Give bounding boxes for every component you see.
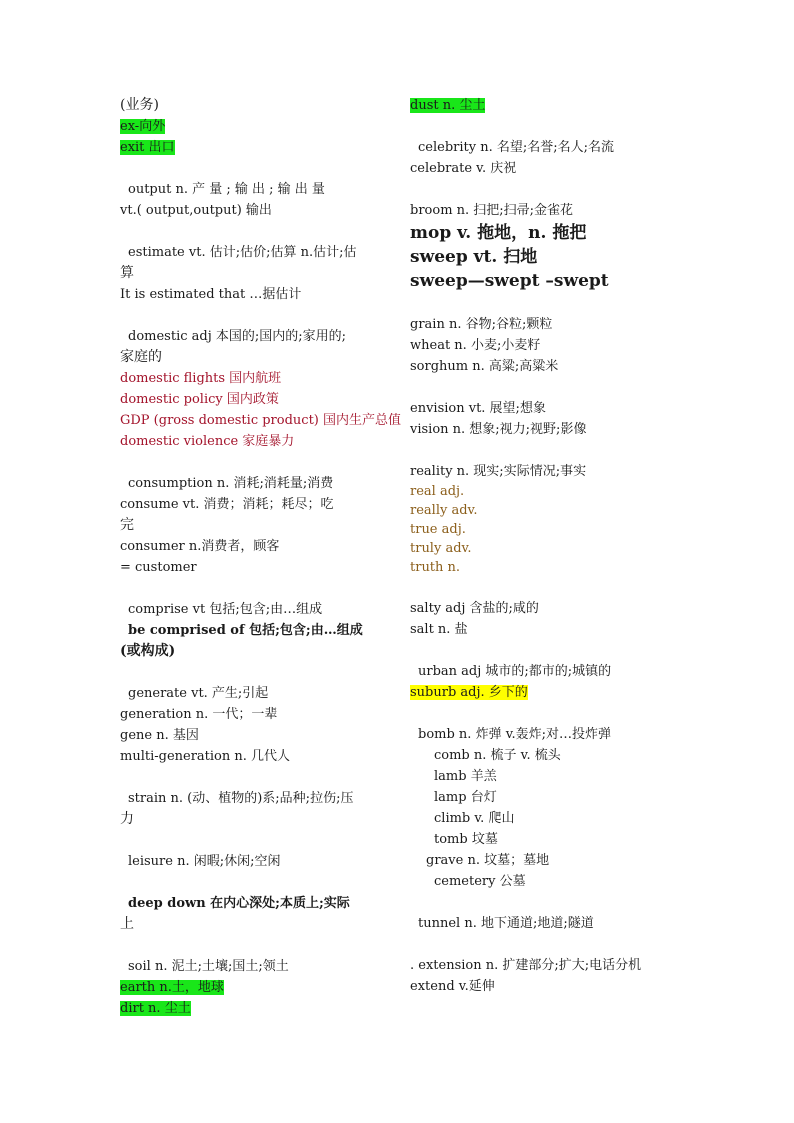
text-line — [410, 558, 685, 577]
text-line — [120, 368, 392, 389]
spacer — [410, 116, 685, 137]
text-line — [120, 347, 392, 368]
text-line — [120, 263, 392, 284]
spacer — [120, 578, 392, 599]
text-line — [410, 829, 685, 850]
text-line — [120, 998, 392, 1019]
text-line — [410, 269, 685, 293]
text-line — [120, 893, 392, 914]
text-line — [410, 955, 685, 976]
text: truly adv. — [410, 541, 472, 556]
text-line — [120, 179, 392, 200]
text: wheat n. 小麦;小麦籽 — [410, 338, 541, 353]
text: climb v. 爬山 — [434, 811, 515, 826]
text: comb n. 梳子 v. 梳头 — [434, 748, 561, 763]
highlighted-text: exit 出口 — [120, 140, 175, 155]
text-line — [410, 871, 685, 892]
text-line — [120, 851, 392, 872]
text: 算 — [120, 265, 134, 281]
text: domestic flights 国内航班 — [120, 371, 282, 386]
text: reality n. 现实;实际情况;事实 — [410, 464, 587, 479]
highlighted-text: suburb adj. 乡下的 — [410, 685, 528, 700]
text-line — [120, 746, 392, 767]
text-line — [410, 137, 685, 158]
text-line — [410, 335, 685, 356]
text-line — [120, 977, 392, 998]
text-line — [410, 598, 685, 619]
text: true adj. — [410, 522, 466, 537]
text: grave n. 坟墓；墓地 — [426, 853, 550, 868]
text: generation n. 一代；一辈 — [120, 707, 278, 722]
text-line — [410, 482, 685, 501]
highlighted-text: earth n.土，地球 — [120, 980, 224, 995]
spacer — [120, 158, 392, 179]
text: sweep—swept –swept — [410, 271, 609, 291]
text: sweep vt. 扫地 — [410, 247, 538, 267]
text: salt n. 盐 — [410, 622, 468, 637]
text: gene n. 基因 — [120, 728, 199, 743]
text-line — [120, 515, 392, 536]
text-line — [120, 116, 392, 137]
spacer — [120, 767, 392, 788]
text: mop v. 拖地，n. 拖把 — [410, 223, 587, 243]
text: domestic adj 本国的;国内的;家用的; — [128, 329, 347, 344]
text: output n. 产 量 ; 输 出 ; 输 出 量 — [128, 182, 325, 197]
text-line — [410, 419, 685, 440]
text-line — [410, 724, 685, 745]
text: consumer n.消费者，顾客 — [120, 539, 280, 554]
left-column — [120, 95, 401, 1019]
spacer — [410, 577, 685, 598]
text-line — [410, 539, 685, 558]
text: leisure n. 闲暇;休闲;空闲 — [128, 854, 281, 869]
text: vt.( output,output) 输出 — [120, 203, 272, 218]
text-line — [410, 245, 685, 269]
text-line — [120, 956, 392, 977]
text-line — [120, 137, 392, 158]
text-line — [120, 914, 392, 935]
text: (业务) — [120, 97, 159, 113]
spacer — [410, 934, 685, 955]
spacer — [410, 703, 685, 724]
spacer — [410, 892, 685, 913]
text-line — [410, 221, 685, 245]
text-line — [410, 808, 685, 829]
spacer — [410, 179, 685, 200]
spacer — [120, 830, 392, 851]
spacer — [120, 305, 392, 326]
text-line — [410, 661, 685, 682]
text-line — [120, 788, 392, 809]
text-line — [410, 913, 685, 934]
text: extend v.延伸 — [410, 979, 495, 994]
highlighted-text: dust n. 尘土 — [410, 98, 486, 113]
text: really adv. — [410, 503, 478, 518]
text: 家庭的 — [120, 349, 162, 365]
text: = customer — [120, 560, 197, 575]
text: bomb n. 炸弹 v.轰炸;对…投炸弹 — [418, 727, 612, 742]
text: urban adj 城市的;都市的;城镇的 — [418, 664, 612, 679]
text: multi-generation n. 几代人 — [120, 749, 291, 764]
text: be comprised of 包括;包含;由…组成 — [128, 623, 363, 638]
right-column — [410, 95, 685, 997]
text: tomb 坟墓 — [434, 832, 498, 847]
text-line — [410, 766, 685, 787]
text: celebrity n. 名望;名誉;名人;名流 — [418, 140, 614, 155]
text: lamb 羊羔 — [434, 769, 497, 784]
text-line — [120, 683, 392, 704]
text-line — [120, 389, 392, 410]
text: soil n. 泥土;土壤;国土;领土 — [128, 959, 289, 974]
text: celebrate v. 庆祝 — [410, 161, 517, 176]
spacer — [410, 377, 685, 398]
text: consume vt. 消费；消耗；耗尽；吃 — [120, 497, 334, 512]
text-line — [120, 536, 392, 557]
text: 力 — [120, 811, 134, 827]
text-line — [410, 461, 685, 482]
text-line — [410, 619, 685, 640]
text-line — [120, 200, 392, 221]
text-line — [120, 95, 392, 116]
text-line — [410, 850, 685, 871]
spacer — [120, 662, 392, 683]
text: salty adj 含盐的;咸的 — [410, 601, 539, 616]
text-line — [120, 326, 392, 347]
text-line — [120, 494, 392, 515]
spacer — [120, 935, 392, 956]
text: . extension n. 扩建部分;扩大;电话分机 — [410, 958, 642, 973]
text: vision n. 想象;视力;视野;影像 — [410, 422, 587, 437]
text: estimate vt. 估计;估价;估算 n.估计;估 — [128, 245, 357, 260]
text: strain n. (动、植物的)系;品种;拉伤;压 — [128, 791, 354, 806]
text: domestic policy 国内政策 — [120, 392, 279, 407]
text-line — [410, 158, 685, 179]
text-line — [120, 599, 392, 620]
text-line — [120, 641, 392, 662]
text-line — [410, 200, 685, 221]
text: generate vt. 产生;引起 — [128, 686, 269, 701]
spacer — [120, 452, 392, 473]
text-line — [410, 398, 685, 419]
text-line — [410, 356, 685, 377]
text: It is estimated that …据估计 — [120, 287, 302, 302]
text-line — [410, 501, 685, 520]
text: consumption n. 消耗;消耗量;消费 — [128, 476, 334, 491]
text: 上 — [120, 916, 134, 932]
spacer — [410, 440, 685, 461]
text: lamp 台灯 — [434, 790, 497, 805]
text-line — [120, 284, 392, 305]
text: broom n. 扫把;扫帚;金雀花 — [410, 203, 574, 218]
text: tunnel n. 地下通道;地道;隧道 — [418, 916, 594, 931]
highlighted-text: dirt n. 尘土 — [120, 1001, 191, 1016]
text: cemetery 公墓 — [434, 874, 526, 889]
text-line — [120, 725, 392, 746]
text: 完 — [120, 517, 134, 533]
text-line — [120, 704, 392, 725]
text: sorghum n. 高粱;高粱米 — [410, 359, 559, 374]
text-line — [120, 410, 401, 431]
text: GDP (gross domestic product) 国内生产总值 — [120, 413, 401, 428]
text-line — [120, 242, 392, 263]
text: envision vt. 展望;想象 — [410, 401, 546, 416]
highlighted-text: ex-向外 — [120, 119, 166, 134]
spacer — [120, 221, 392, 242]
spacer — [410, 640, 685, 661]
text-line — [410, 314, 685, 335]
text: (或构成) — [120, 643, 176, 659]
text-line — [120, 431, 392, 452]
text-line — [120, 620, 392, 641]
text-line — [410, 682, 685, 703]
text: deep down 在内心深处;本质上;实际 — [128, 896, 350, 911]
spacer — [410, 293, 685, 314]
text: truth n. — [410, 560, 461, 575]
text: real adj. — [410, 484, 465, 499]
text: domestic violence 家庭暴力 — [120, 434, 295, 449]
text-line — [120, 809, 392, 830]
text: grain n. 谷物;谷粒;颗粒 — [410, 317, 553, 332]
text-line — [120, 473, 392, 494]
text-line — [410, 520, 685, 539]
text-line — [410, 745, 685, 766]
text-line — [410, 976, 685, 997]
text-line — [410, 787, 685, 808]
text-line — [410, 95, 685, 116]
spacer — [120, 872, 392, 893]
text-line — [120, 557, 392, 578]
text: comprise vt 包括;包含;由…组成 — [128, 602, 323, 617]
